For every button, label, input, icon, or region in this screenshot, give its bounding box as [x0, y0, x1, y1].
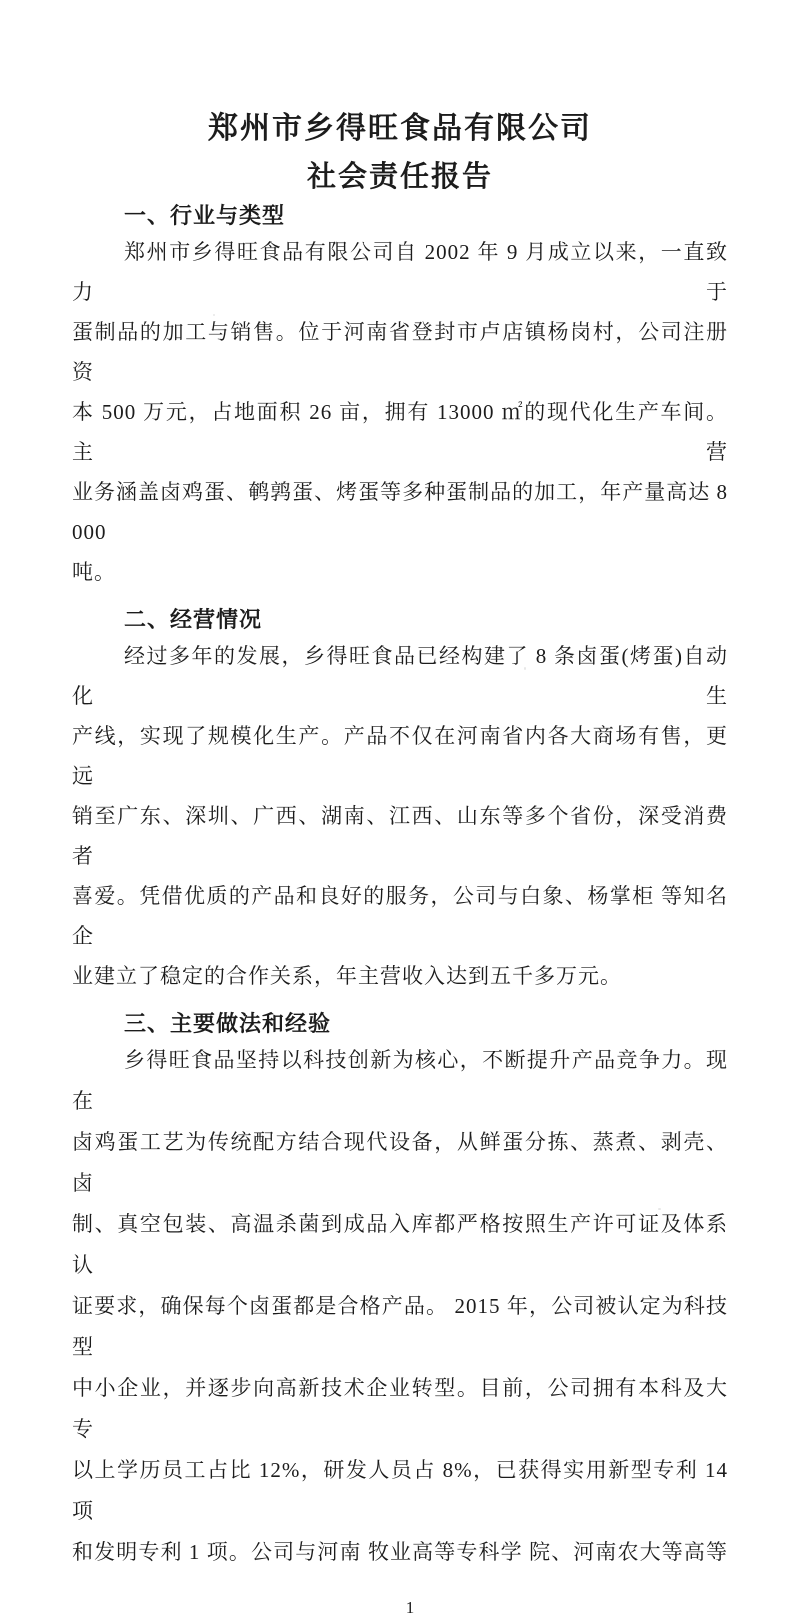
scan-speck [213, 314, 215, 316]
scan-speck [658, 1208, 661, 1210]
text-line: 销至广东、深圳、广西、湖南、江西、山东等多个省份，深受消费者 [72, 804, 728, 868]
scan-speck [524, 667, 526, 670]
text-line: 中小企业，并逐步向高新技术企业转型。目前，公司拥有本科及大专 [72, 1376, 728, 1441]
text-line: 乡得旺食品坚持以科技创新为核心，不断提升产品竞争力。现在 [72, 1048, 728, 1113]
text-line: 喜爱。凭借优质的产品和良好的服务，公司与白象、杨掌柜 等知名企 [72, 884, 728, 948]
text-line: 蛋制品的加工与销售。位于河南省登封市卢店镇杨岗村，公司注册资 [72, 320, 728, 384]
text-line: 吨。 [72, 560, 116, 584]
text-line: 卤鸡蛋工艺为传统配方结合现代设备，从鲜蛋分拣、蒸煮、剥壳、卤 [72, 1130, 728, 1195]
text-line: 证要求，确保每个卤蛋都是合格产品。 2015 年，公司被认定为科技型 [72, 1294, 728, 1359]
document-page [0, 112, 800, 1617]
section-3-paragraph [72, 1040, 728, 1573]
text-line: 和发明专利 1 项。公司与河南 牧业高等专科学 院、河南农大等高等 [72, 1540, 728, 1564]
section-3-heading: 三、主要做法和经验 [124, 1011, 332, 1036]
text-line: 以上学历员工占比 12%，研发人员占 8%，已获得实用新型专利 14 项 [72, 1458, 728, 1523]
document-title-line-1: 郑州市乡得旺食品有限公司 [208, 112, 592, 145]
section-2-heading: 二、经营情况 [124, 607, 263, 632]
text-line: 郑州市乡得旺食品有限公司自 2002 年 9 月成立以来，一直致力于 [72, 240, 728, 304]
section-1-heading: 一、行业与类型 [124, 203, 286, 228]
text-line: 业务涵盖卤鸡蛋、鹌鹑蛋、烤蛋等多种蛋制品的加工，年产量高达 8 000 [72, 480, 728, 544]
document-title-line-2: 社会责任报告 [306, 161, 493, 193]
text-line: 产线，实现了规模化生产。产品不仅在河南省内各大商场有售，更远 [72, 724, 728, 788]
page-number: 1 [405, 1598, 415, 1617]
text-line: 业建立了稳定的合作关系，年主营收入达到五千多万元。 [72, 964, 622, 988]
section-1-paragraph [72, 232, 728, 592]
text-line: 本 500 万元，占地面积 26 亩，拥有 13000 ㎡的现代化生产车间。主营 [72, 400, 728, 464]
text-line: 制、真空包装、高温杀菌到成品入库都严格按照生产许可证及体系认 [72, 1212, 728, 1277]
text-line: 经过多年的发展，乡得旺食品已经构建了 8 条卤蛋(烤蛋)自动化生 [72, 644, 728, 708]
section-2-paragraph [72, 636, 728, 996]
